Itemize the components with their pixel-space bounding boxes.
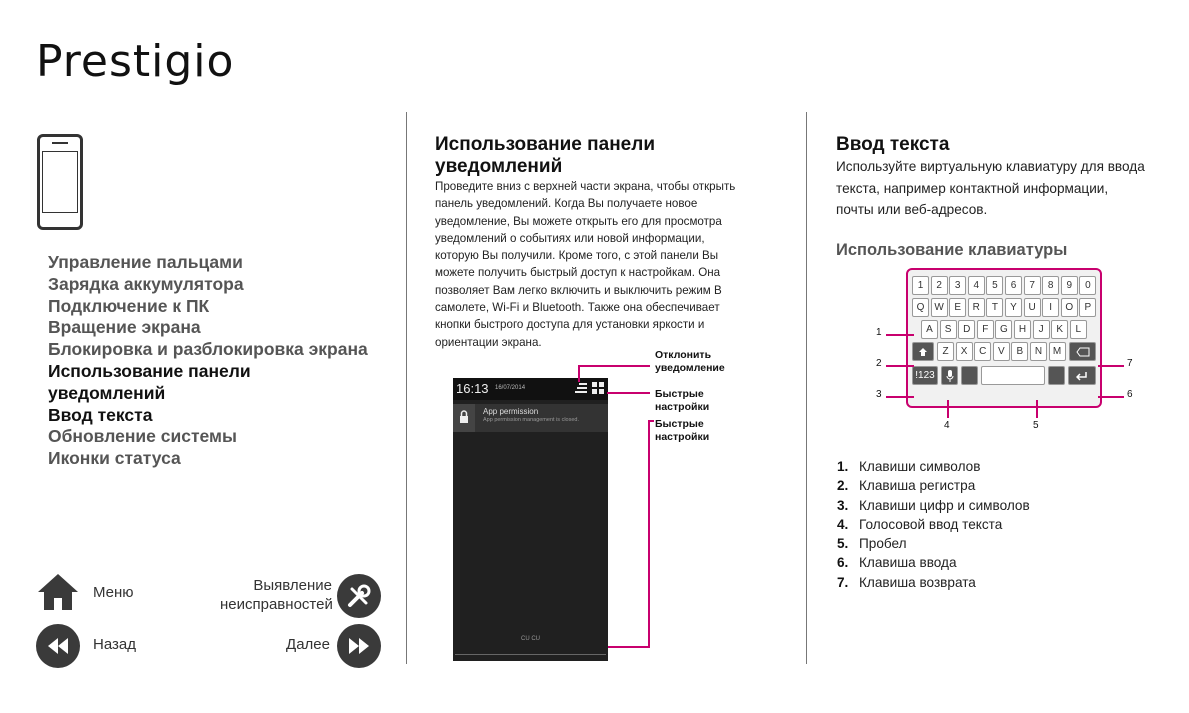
- key-8[interactable]: 8: [1042, 276, 1059, 295]
- key-2[interactable]: 2: [931, 276, 948, 295]
- callout-quick-settings-2: Быстрые настройки: [655, 418, 710, 443]
- enter-icon: [1076, 371, 1088, 381]
- key-1[interactable]: 1: [912, 276, 929, 295]
- backspace-icon: [1076, 347, 1090, 357]
- list-item: 4. Голосовой ввод текста: [837, 516, 1003, 532]
- key-9[interactable]: 9: [1061, 276, 1078, 295]
- list-item: 1. Клавиши символов: [837, 459, 981, 474]
- mic-icon: [946, 370, 954, 382]
- key-P[interactable]: P: [1079, 298, 1096, 317]
- menu-link[interactable]: Меню: [93, 584, 134, 601]
- key-K[interactable]: K: [1051, 320, 1068, 339]
- key-0[interactable]: 0: [1079, 276, 1096, 295]
- key-O[interactable]: O: [1061, 298, 1078, 317]
- back-icon[interactable]: [36, 624, 80, 668]
- key-N[interactable]: N: [1030, 342, 1047, 361]
- key-F[interactable]: F: [977, 320, 994, 339]
- dismiss-icon[interactable]: [575, 382, 587, 397]
- troubleshoot-link[interactable]: Выявление неисправностей: [220, 577, 333, 613]
- sidebar-item-rotation[interactable]: Вращение экрана: [48, 317, 201, 338]
- shift-icon: [918, 347, 928, 357]
- brand-logo: Prestigio: [36, 36, 235, 87]
- key-H[interactable]: H: [1014, 320, 1031, 339]
- key-S[interactable]: S: [940, 320, 957, 339]
- section-title: Использование панели уведомлений: [435, 134, 655, 177]
- key-B[interactable]: B: [1011, 342, 1028, 361]
- sidebar-item-lock[interactable]: Блокировка и разблокировка экрана: [48, 339, 368, 360]
- comma-key[interactable]: [961, 366, 978, 385]
- key-L[interactable]: L: [1070, 320, 1087, 339]
- list-item: 2. Клавиша регистра: [837, 478, 976, 494]
- backspace-key[interactable]: [1069, 342, 1096, 361]
- keyboard-legend: [837, 457, 1030, 592]
- key-Y[interactable]: Y: [1005, 298, 1022, 317]
- list-item: 3. Клавиши цифр и символов: [837, 497, 1030, 513]
- back-link[interactable]: Назад: [93, 636, 136, 653]
- key-6[interactable]: 6: [1005, 276, 1022, 295]
- key-4[interactable]: 4: [968, 276, 985, 295]
- key-X[interactable]: X: [956, 342, 973, 361]
- list-item: 7. Клавиша возврата: [837, 574, 976, 590]
- key-3[interactable]: 3: [949, 276, 966, 295]
- sidebar-item-status-icons[interactable]: Иконки статуса: [48, 448, 181, 469]
- next-icon[interactable]: [337, 624, 381, 668]
- key-C[interactable]: C: [974, 342, 991, 361]
- key-I[interactable]: I: [1042, 298, 1059, 317]
- key-T[interactable]: T: [986, 298, 1003, 317]
- space-key[interactable]: [981, 366, 1045, 385]
- sidebar-item-text-input[interactable]: Ввод текста: [48, 404, 153, 425]
- key-J[interactable]: J: [1033, 320, 1050, 339]
- divider: [406, 112, 407, 664]
- carrier-label: CU CU: [521, 636, 540, 642]
- section-intro: Используйте виртуальную клавиатуру для ввода текста, например контактной информации, почты или веб-адресов.: [836, 159, 1145, 217]
- key-W[interactable]: W: [931, 298, 948, 317]
- list-item: 5. Пробел: [837, 536, 907, 552]
- text-input-section: [836, 134, 1181, 260]
- section-body: Проведите вниз с верхней части экрана, чтобы открыть панель уведомлений. Когда Вы получаете новое уведомление, Вы можете открыть его для просмотра уведомлений о событиях или новой информации, которую Вы получили. Кроме того, с этой панели Вы можете получить быстрый доступ к настройкам. Она позволяет Вам легко включить и выключить режим В самолете, Wi-Fi и Bluetooth. Также она обеспечивает кнопки быстрого доступа для установки яркости и ориентации экрана.: [435, 180, 736, 349]
- voice-input-key[interactable]: [941, 366, 958, 385]
- home-icon[interactable]: [36, 572, 80, 612]
- shift-key[interactable]: [912, 342, 934, 361]
- sidebar-item-update[interactable]: Обновление системы: [48, 426, 237, 447]
- sidebar-item-charging[interactable]: Зарядка аккумулятора: [48, 273, 244, 294]
- key-A[interactable]: A: [921, 320, 938, 339]
- key-R[interactable]: R: [968, 298, 985, 317]
- key-D[interactable]: D: [958, 320, 975, 339]
- callout-quick-settings: Быстрые настройки: [655, 388, 710, 413]
- next-link[interactable]: Далее: [286, 636, 330, 653]
- divider: [806, 112, 807, 664]
- key-G[interactable]: G: [995, 320, 1012, 339]
- callout-dismiss: Отклонить уведомление: [655, 349, 725, 374]
- symbols-key[interactable]: !123: [912, 366, 938, 385]
- virtual-keyboard: [906, 268, 1102, 408]
- sidebar-item-notifications-cont[interactable]: уведомлений: [48, 382, 166, 403]
- key-Z[interactable]: Z: [937, 342, 954, 361]
- period-key[interactable]: [1048, 366, 1065, 385]
- key-Q[interactable]: Q: [912, 298, 929, 317]
- key-V[interactable]: V: [993, 342, 1010, 361]
- quick-settings-icon[interactable]: [592, 382, 604, 397]
- notification-panel-screenshot: [453, 378, 608, 661]
- subsection-title: Использование клавиатуры: [836, 240, 1068, 259]
- sidebar-item-gestures[interactable]: Управление пальцами: [48, 252, 243, 272]
- lock-icon: [453, 404, 475, 432]
- status-bar: 16:13 16/07/2014: [453, 378, 608, 400]
- key-M[interactable]: M: [1049, 342, 1066, 361]
- notifications-section: [435, 134, 785, 351]
- sidebar-item-notifications[interactable]: Использование панели: [48, 360, 251, 381]
- tools-icon[interactable]: [337, 574, 381, 618]
- key-7[interactable]: 7: [1024, 276, 1041, 295]
- list-item: 6. Клавиша ввода: [837, 555, 957, 571]
- key-E[interactable]: E: [949, 298, 966, 317]
- sidebar-nav: [48, 252, 398, 470]
- notification-item[interactable]: App permission App permission management is closed.: [453, 404, 608, 432]
- key-5[interactable]: 5: [986, 276, 1003, 295]
- key-U[interactable]: U: [1024, 298, 1041, 317]
- phone-icon: [37, 134, 83, 230]
- enter-key[interactable]: [1068, 366, 1096, 385]
- sidebar-item-pc-connect[interactable]: Подключение к ПК: [48, 295, 210, 316]
- section-title: Ввод текста: [836, 134, 950, 155]
